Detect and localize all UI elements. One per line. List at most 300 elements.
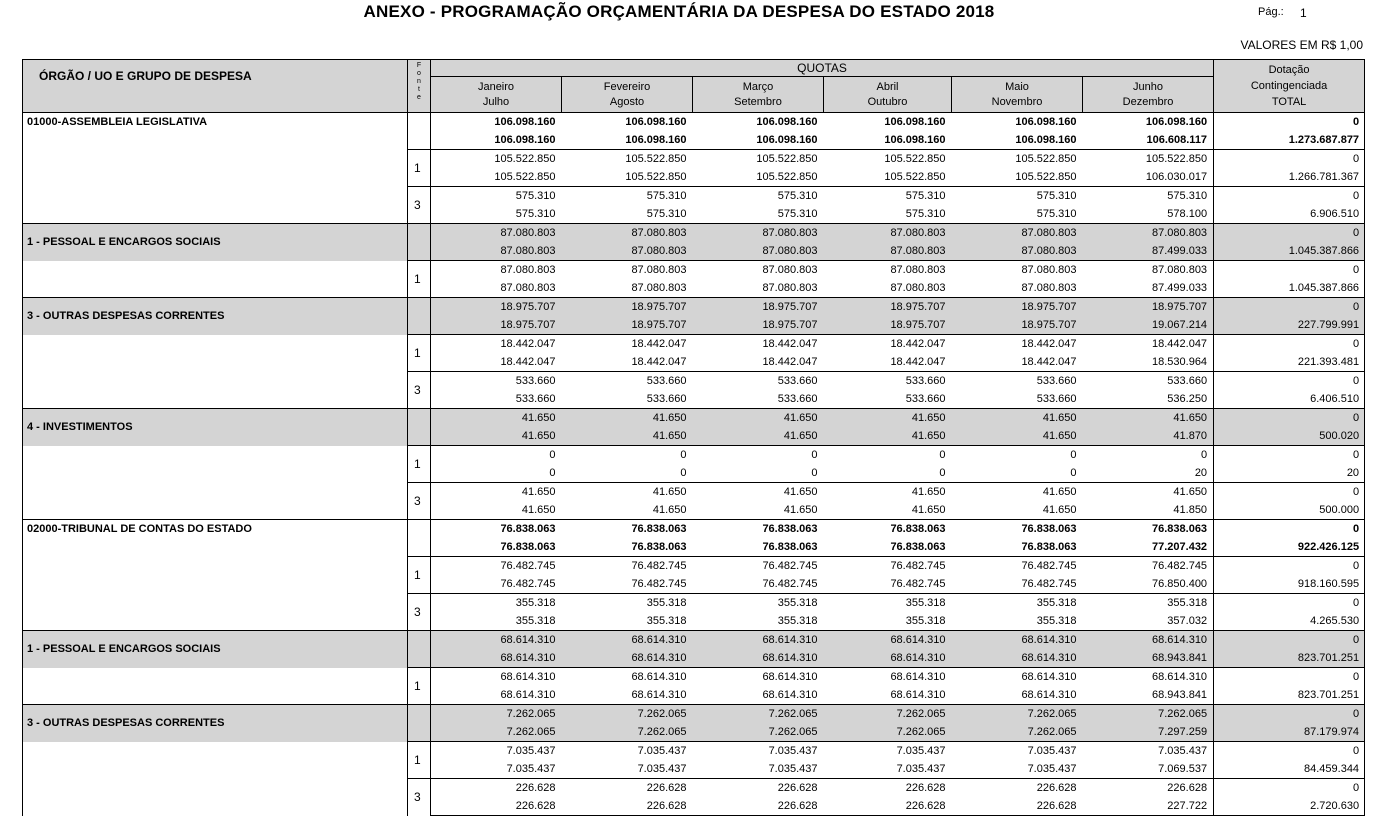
quota-cell: 355.318 [693, 594, 824, 613]
quota-cell: 575.310 [824, 187, 952, 206]
fonte-cell: 3 [408, 187, 431, 224]
quota-cell: 7.035.437 [1083, 742, 1214, 761]
total-cell: 0 [1214, 224, 1365, 243]
quota-cell: 105.522.850 [884, 171, 946, 183]
fonte-cell: 3 [408, 779, 431, 816]
total-cell: 0 [1214, 631, 1365, 650]
quota-cell: 18.442.047 [1021, 356, 1077, 368]
quota-cell: 18.442.047 [1083, 335, 1214, 354]
quota-cell: 106.098.160 [562, 113, 693, 132]
quota-cell: 41.650 [693, 483, 824, 502]
quota-cell: 41.650 [1042, 504, 1077, 516]
quota-cell: 76.838.063 [762, 541, 818, 553]
quota-cell: 18.442.047 [952, 335, 1083, 354]
quota-cell: 41.650 [431, 501, 562, 520]
quota-cell: 226.628 [431, 797, 562, 816]
quota-cell: 106.098.160 [952, 113, 1083, 132]
page-label: Pág.: [1258, 6, 1284, 18]
table-row [23, 742, 1365, 761]
quota-cell: 226.628 [562, 779, 693, 798]
quota-cell: 76.838.063 [1021, 541, 1077, 553]
row-label-empty [23, 261, 408, 298]
quota-cell: 7.035.437 [896, 763, 946, 775]
quota-cell: 105.522.850 [431, 168, 562, 187]
quota-cell: 41.650 [1083, 409, 1214, 428]
quota-cell: 18.975.707 [952, 298, 1083, 317]
quota-cell: 41.650 [562, 409, 693, 428]
total-cell: 1.273.687.877 [1214, 131, 1365, 150]
quota-cell: 77.207.432 [1152, 541, 1208, 553]
quota-cell: 76.838.063 [693, 520, 824, 539]
quota-cell: 355.318 [1036, 615, 1077, 627]
table-row [23, 520, 1365, 539]
month-label: Fevereiro Agosto [603, 80, 651, 108]
quota-cell: 76.838.063 [824, 520, 952, 539]
quota-cell: 87.080.803 [824, 261, 952, 280]
quota-cell: 226.628 [562, 797, 693, 816]
total-cell: 922.426.125 [1214, 538, 1365, 557]
quota-cell: 357.032 [1167, 615, 1208, 627]
quota-cell: 7.035.437 [952, 742, 1083, 761]
quota-cell: 68.614.310 [890, 689, 946, 701]
dotacao-label: Dotação Contingenciada TOTAL [1250, 64, 1328, 108]
quota-cell: 68.614.310 [431, 686, 562, 705]
group-name: 4 - INVESTIMENTOS [23, 409, 408, 446]
quota-cell: 41.650 [952, 427, 1083, 446]
quota-cell: 41.870 [1083, 427, 1214, 446]
quota-cell: 68.614.310 [693, 631, 824, 650]
quota-cell: 105.522.850 [952, 150, 1083, 169]
quota-cell: 41.850 [1173, 504, 1208, 516]
quota-cell: 76.838.063 [562, 520, 693, 539]
total-cell: 227.799.991 [1214, 316, 1365, 335]
quota-cell: 87.080.803 [562, 242, 693, 261]
row-label-empty [23, 372, 408, 409]
quota-cell: 575.310 [777, 208, 818, 220]
quota-cell: 7.262.065 [952, 723, 1083, 742]
quota-cell: 68.614.310 [1021, 689, 1077, 701]
table-row [23, 668, 1365, 687]
total-cell: 0 [1214, 150, 1365, 169]
quota-cell: 76.482.745 [562, 557, 693, 576]
quota-cell: 18.530.964 [1152, 356, 1208, 368]
quota-cell: 41.650 [952, 409, 1083, 428]
table-row [23, 187, 1365, 206]
quota-cell: 7.262.065 [431, 705, 562, 724]
quota-cell: 18.442.047 [693, 335, 824, 354]
quota-cell: 87.080.803 [431, 242, 562, 261]
table-row [23, 594, 1365, 613]
quota-cell: 87.080.803 [952, 261, 1083, 280]
quota-cell: 18.442.047 [431, 353, 562, 372]
quota-cell: 87.080.803 [1083, 261, 1214, 280]
quota-cell: 533.660 [777, 393, 818, 405]
quota-cell: 227.722 [1083, 797, 1214, 816]
month-header-4 [824, 77, 952, 113]
quota-cell: 533.660 [1036, 393, 1077, 405]
quota-cell: 68.614.310 [952, 631, 1083, 650]
quota-cell: 18.975.707 [824, 298, 952, 317]
quota-cell: 68.614.310 [562, 631, 693, 650]
quota-cell: 68.614.310 [431, 668, 562, 687]
quota-cell: 7.035.437 [431, 760, 562, 779]
month-header-6 [1083, 77, 1214, 113]
quota-cell: 68.614.310 [631, 689, 687, 701]
quota-cell: 41.650 [911, 504, 946, 516]
quota-cell: 105.522.850 [562, 150, 693, 169]
month-label: Março Setembro [734, 80, 782, 108]
table-row [23, 261, 1365, 280]
quota-cell: 533.660 [693, 372, 824, 391]
fonte-cell: 3 [408, 594, 431, 631]
table-row [23, 298, 1365, 317]
quota-cell: 575.310 [562, 187, 693, 206]
total-cell: 4.265.530 [1214, 612, 1365, 631]
quota-cell: 355.318 [646, 615, 687, 627]
quota-cell: 68.614.310 [431, 631, 562, 650]
total-cell: 0 [1214, 372, 1365, 391]
month-header-2 [562, 77, 693, 113]
quota-cell: 76.482.745 [762, 578, 818, 590]
quota-cell: 18.442.047 [631, 356, 687, 368]
quota-cell: 105.522.850 [824, 150, 952, 169]
fonte-cell [408, 520, 431, 557]
row-label-empty [23, 446, 408, 483]
total-cell: 918.160.595 [1214, 575, 1365, 594]
quota-cell: 575.310 [1036, 208, 1077, 220]
fonte-cell: 1 [408, 557, 431, 594]
fonte-cell: 1 [408, 742, 431, 779]
total-cell: 221.393.481 [1214, 353, 1365, 372]
group-name: 3 - OUTRAS DESPESAS CORRENTES [23, 705, 408, 742]
fonte-cell [408, 113, 431, 150]
row-label-empty [23, 557, 408, 594]
quota-cell: 106.098.160 [431, 131, 562, 150]
total-cell: 0 [1214, 446, 1365, 465]
quota-cell: 87.080.803 [824, 242, 952, 261]
quota-cell: 76.838.063 [631, 541, 687, 553]
month-label: Abril Outubro [867, 80, 908, 108]
total-cell: 0 [1214, 261, 1365, 280]
quota-cell: 68.614.310 [952, 668, 1083, 687]
quota-cell: 68.614.310 [1083, 631, 1214, 650]
month-label: Maio Novembro [991, 80, 1043, 108]
quota-cell: 87.080.803 [431, 279, 562, 298]
total-cell: 823.701.251 [1214, 649, 1365, 668]
quota-cell: 87.499.033 [1152, 282, 1208, 294]
quota-cell: 68.614.310 [431, 649, 562, 668]
quota-cell: 87.499.033 [1083, 242, 1214, 261]
dotacao-column-header [1214, 60, 1365, 113]
quota-cell: 106.030.017 [1145, 171, 1208, 183]
quota-cell: 18.975.707 [562, 298, 693, 317]
quota-cell: 0 [824, 446, 952, 465]
group-name: 3 - OUTRAS DESPESAS CORRENTES [23, 298, 408, 335]
quota-cell: 575.310 [646, 208, 687, 220]
total-cell: 1.045.387.866 [1214, 279, 1365, 298]
quota-cell: 355.318 [824, 594, 952, 613]
total-cell: 20 [1214, 464, 1365, 483]
quota-cell: 87.080.803 [693, 242, 824, 261]
quota-cell: 105.522.850 [431, 150, 562, 169]
total-cell: 2.720.630 [1214, 797, 1365, 816]
total-cell: 0 [1214, 409, 1365, 428]
quota-cell: 106.098.160 [824, 113, 952, 132]
quota-cell: 533.660 [646, 393, 687, 405]
total-cell: 6.406.510 [1214, 390, 1365, 409]
quota-cell: 7.035.437 [824, 742, 952, 761]
quota-cell: 87.080.803 [431, 261, 562, 280]
quota-cell: 41.650 [824, 409, 952, 428]
total-cell: 0 [1214, 594, 1365, 613]
table-row [23, 224, 1365, 243]
total-cell: 0 [1214, 187, 1365, 206]
quota-cell: 226.628 [824, 797, 952, 816]
fonte-cell [408, 224, 431, 261]
quota-cell: 76.482.745 [1021, 578, 1077, 590]
fonte-cell [408, 409, 431, 446]
total-cell: 0 [1214, 557, 1365, 576]
quota-cell: 7.262.065 [1083, 705, 1214, 724]
quota-cell: 7.069.537 [1158, 763, 1208, 775]
total-cell: 0 [1214, 335, 1365, 354]
quota-cell: 18.442.047 [762, 356, 818, 368]
quota-cell: 18.442.047 [562, 335, 693, 354]
quota-cell: 87.080.803 [631, 282, 687, 294]
quota-cell: 0 [1070, 467, 1077, 479]
quota-cell: 76.838.063 [431, 520, 562, 539]
fonte-cell: 1 [408, 668, 431, 705]
quota-cell: 575.310 [1083, 187, 1214, 206]
quota-cell: 533.660 [824, 372, 952, 391]
fonte-cell [408, 298, 431, 335]
quota-cell: 87.080.803 [562, 224, 693, 243]
quota-cell: 106.098.160 [625, 134, 687, 146]
quota-cell: 105.522.850 [756, 171, 818, 183]
quota-cell: 18.975.707 [824, 316, 952, 335]
total-cell: 0 [1214, 298, 1365, 317]
quota-cell: 76.838.063 [952, 520, 1083, 539]
total-cell: 0 [1214, 779, 1365, 798]
table-row [23, 557, 1365, 576]
total-cell: 87.179.974 [1214, 723, 1365, 742]
table-row [23, 705, 1365, 724]
fonte-cell: 1 [408, 150, 431, 187]
quota-cell: 575.310 [905, 208, 946, 220]
quota-cell: 7.262.065 [824, 723, 952, 742]
fonte-cell [408, 631, 431, 668]
month-header-1 [431, 77, 562, 113]
quota-cell: 7.262.065 [824, 705, 952, 724]
quota-cell: 355.318 [952, 594, 1083, 613]
quota-cell: 106.098.160 [884, 134, 946, 146]
quota-cell: 87.080.803 [952, 224, 1083, 243]
quota-cell: 226.628 [952, 779, 1083, 798]
month-header-5 [952, 77, 1083, 113]
table-row [23, 335, 1365, 354]
quota-cell: 19.067.214 [1083, 316, 1214, 335]
total-cell: 84.459.344 [1214, 760, 1365, 779]
table-row [23, 372, 1365, 391]
month-header-3 [693, 77, 824, 113]
quota-cell: 226.628 [952, 797, 1083, 816]
total-cell: 823.701.251 [1214, 686, 1365, 705]
total-cell: 0 [1214, 113, 1365, 132]
table-row [23, 779, 1365, 798]
quota-cell: 0 [693, 446, 824, 465]
quotas-header: QUOTAS [431, 60, 1214, 77]
quota-cell: 41.650 [693, 409, 824, 428]
quota-cell: 87.080.803 [952, 242, 1083, 261]
document-title: ANEXO - PROGRAMAÇÃO ORÇAMENTÁRIA DA DESPESA DO ESTADO 2018 [363, 2, 995, 21]
quota-cell: 87.080.803 [693, 224, 824, 243]
quota-cell: 18.975.707 [693, 316, 824, 335]
quota-cell: 533.660 [1083, 372, 1214, 391]
quota-cell: 87.080.803 [890, 282, 946, 294]
total-cell: 500.020 [1214, 427, 1365, 446]
fonte-column-header [408, 60, 431, 113]
quota-cell: 87.080.803 [431, 224, 562, 243]
quota-cell: 76.482.745 [431, 557, 562, 576]
quota-cell: 105.522.850 [693, 150, 824, 169]
quota-cell: 0 [939, 467, 946, 479]
quota-cell: 7.297.259 [1083, 723, 1214, 742]
quota-cell: 18.975.707 [1083, 298, 1214, 317]
table-row [23, 113, 1365, 132]
quota-cell: 41.650 [824, 427, 952, 446]
quota-cell: 355.318 [1083, 594, 1214, 613]
quota-cell: 7.262.065 [693, 723, 824, 742]
quota-cell: 0 [680, 467, 687, 479]
quota-cell: 106.608.117 [1146, 134, 1208, 146]
quota-cell: 18.975.707 [693, 298, 824, 317]
total-cell: 6.906.510 [1214, 205, 1365, 224]
quota-cell: 76.482.745 [431, 575, 562, 594]
quota-cell: 18.442.047 [431, 335, 562, 354]
quota-cell: 0 [811, 467, 818, 479]
quota-cell: 41.650 [783, 504, 818, 516]
quota-cell: 7.035.437 [693, 742, 824, 761]
quota-cell: 41.650 [431, 427, 562, 446]
quota-cell: 226.628 [693, 779, 824, 798]
total-cell: 500.000 [1214, 501, 1365, 520]
quota-cell: 87.080.803 [693, 261, 824, 280]
quota-cell: 76.482.745 [890, 578, 946, 590]
quota-cell: 68.614.310 [693, 668, 824, 687]
quota-cell: 87.080.803 [1021, 282, 1077, 294]
quota-cell: 68.614.310 [952, 649, 1083, 668]
table-row [23, 446, 1365, 465]
month-label: Janeiro Julho [477, 80, 515, 108]
quota-cell: 87.080.803 [562, 261, 693, 280]
table-body [23, 113, 1365, 816]
quota-cell: 355.318 [905, 615, 946, 627]
quota-cell: 41.650 [431, 483, 562, 502]
quota-cell: 41.650 [824, 483, 952, 502]
quota-cell: 18.442.047 [824, 335, 952, 354]
quota-cell: 0 [431, 446, 562, 465]
quota-cell: 7.262.065 [431, 723, 562, 742]
quota-cell: 355.318 [562, 594, 693, 613]
quota-cell: 226.628 [1083, 779, 1214, 798]
org-name: 01000-ASSEMBLEIA LEGISLATIVA [23, 113, 408, 150]
page-number: 1 [1300, 6, 1307, 20]
quota-cell: 68.614.310 [824, 668, 952, 687]
quota-cell: 355.318 [777, 615, 818, 627]
quota-cell: 533.660 [431, 372, 562, 391]
quota-cell: 76.838.063 [1083, 520, 1214, 539]
org-column-header: ÓRGÃO / UO E GRUPO DE DESPESA [23, 60, 408, 113]
quota-cell: 7.262.065 [952, 705, 1083, 724]
quota-cell: 7.035.437 [637, 763, 687, 775]
quota-cell: 7.262.065 [562, 723, 693, 742]
quota-cell: 7.035.437 [562, 742, 693, 761]
quota-cell: 76.482.745 [693, 557, 824, 576]
quota-cell: 18.442.047 [890, 356, 946, 368]
row-label-empty [23, 187, 408, 224]
quota-cell: 68.943.841 [1152, 689, 1208, 701]
quota-cell: 105.522.850 [1083, 150, 1214, 169]
fonte-cell: 1 [408, 335, 431, 372]
quota-cell: 105.522.850 [1015, 171, 1077, 183]
quota-cell: 106.098.160 [693, 113, 824, 132]
total-cell: 0 [1214, 483, 1365, 502]
quota-cell: 106.098.160 [756, 134, 818, 146]
quota-cell: 106.098.160 [431, 113, 562, 132]
budget-table [22, 59, 1365, 816]
fonte-label: F o n t e [416, 62, 422, 101]
total-cell: 1.266.781.367 [1214, 168, 1365, 187]
quota-cell: 7.035.437 [431, 742, 562, 761]
quota-cell: 0 [562, 446, 693, 465]
quota-cell: 76.482.745 [631, 578, 687, 590]
quota-cell: 68.614.310 [562, 649, 693, 668]
quota-cell: 533.660 [905, 393, 946, 405]
fonte-cell: 1 [408, 446, 431, 483]
quota-cell: 533.660 [952, 372, 1083, 391]
quota-cell: 533.660 [431, 390, 562, 409]
quota-cell: 18.975.707 [431, 298, 562, 317]
quota-cell: 68.943.841 [1083, 649, 1214, 668]
row-label-empty [23, 779, 408, 816]
total-cell: 0 [1214, 668, 1365, 687]
quota-cell: 7.035.437 [1027, 763, 1077, 775]
fonte-cell: 3 [408, 372, 431, 409]
row-label-empty [23, 483, 408, 520]
quota-cell: 68.614.310 [1083, 668, 1214, 687]
quota-cell: 575.310 [431, 205, 562, 224]
row-label-empty [23, 742, 408, 779]
total-cell: 0 [1214, 705, 1365, 724]
row-label-empty [23, 335, 408, 372]
quota-cell: 578.100 [1167, 208, 1208, 220]
table-row [23, 409, 1365, 428]
row-label-empty [23, 150, 408, 187]
quota-cell: 68.614.310 [693, 649, 824, 668]
org-name: 02000-TRIBUNAL DE CONTAS DO ESTADO [23, 520, 408, 557]
quota-cell: 355.318 [431, 594, 562, 613]
quota-cell: 41.650 [562, 483, 693, 502]
quota-cell: 0 [952, 446, 1083, 465]
quota-cell: 76.482.745 [824, 557, 952, 576]
quota-cell: 106.098.160 [1083, 113, 1214, 132]
table-row [23, 631, 1365, 650]
quota-cell: 76.838.063 [890, 541, 946, 553]
quota-cell: 68.614.310 [762, 689, 818, 701]
quota-cell: 20 [1194, 467, 1208, 479]
total-cell: 1.045.387.866 [1214, 242, 1365, 261]
quota-cell: 106.098.160 [1015, 134, 1077, 146]
